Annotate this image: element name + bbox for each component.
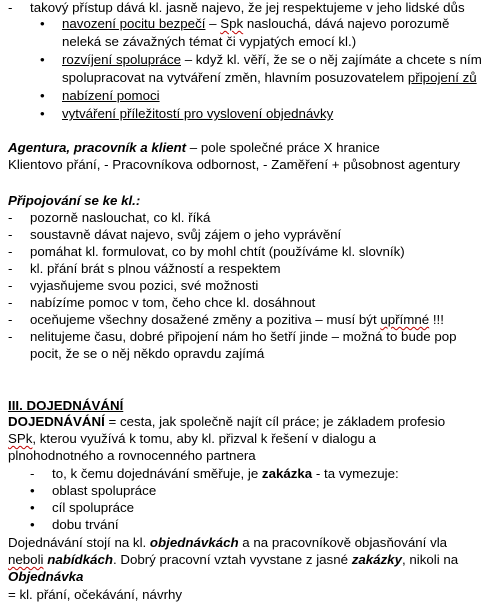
heading-text: Agentura, pracovník a klient	[8, 140, 187, 155]
dash-marker: -	[8, 227, 13, 242]
line-text: kl. přání brát s plnou vážností a respektem	[30, 261, 281, 276]
text-line: neleká se závažných témat či vypjatých emocí kl.)	[62, 34, 357, 49]
bullet-marker: •	[40, 16, 45, 31]
line-text: to, k čemu dojednávání směřuje, je	[52, 466, 262, 481]
line-text: – když kl. věří, že se o něj zajímáte a chcete s ním	[181, 52, 482, 67]
text-line	[8, 431, 376, 447]
text-line: pocit, že se o něj někdo opravdu zajímá	[30, 346, 265, 361]
line-text: nelitujeme času, dobré připojení nám ho šetří jinde – možná to bude pop	[30, 329, 457, 344]
dash-marker: -	[8, 329, 13, 344]
line-text: , nikoli na	[401, 552, 459, 567]
dash-marker: -	[8, 312, 13, 327]
bullet-item	[40, 88, 160, 104]
dash-item	[8, 244, 405, 260]
dash-marker: -	[30, 466, 35, 481]
bullet-item	[40, 52, 482, 68]
section-heading: Objednávka	[8, 569, 84, 584]
section-heading	[8, 140, 380, 156]
text-line	[8, 552, 458, 568]
bullet-marker: •	[40, 88, 45, 103]
underlined-term: vytváření příležitostí pro vyslovení objednávky	[62, 106, 334, 121]
spellcheck-word: upřímné	[380, 312, 430, 327]
section-heading: Připojování se ke kl.:	[8, 193, 141, 208]
bullet-marker: •	[30, 517, 35, 532]
line-text: - ta vymezuje:	[312, 466, 399, 481]
dash-item	[8, 227, 342, 243]
dash-item	[8, 312, 444, 328]
dash-marker: -	[8, 261, 13, 276]
text-line	[62, 70, 477, 86]
bullet-item	[40, 16, 450, 32]
line-text: nabízíme pomoc v tom, čeho chce kl. dosáhnout	[30, 295, 316, 310]
chapter-heading	[8, 398, 123, 414]
text-line: Klientovo přání, - Pracovníkova odbornost, - Zaměření + působnost agentury	[8, 157, 460, 172]
line-text: – pole společné práce X hranice	[186, 140, 380, 155]
line-text: = cesta, jak společně najít cíl práce; je základem profesio	[104, 414, 446, 429]
spellcheck-word: Spk	[220, 16, 244, 31]
underlined-term: nabízení pomoci	[62, 88, 160, 103]
bold-term: DOJEDNÁVÁNÍ	[8, 414, 105, 429]
spellcheck-word: neboli	[8, 552, 44, 567]
underlined-term: připojení zů	[407, 70, 477, 85]
bold-italic-term: nabídkách	[47, 552, 113, 567]
line-text: spolupracovat na vytváření změn, hlavním posuzovatelem	[62, 70, 408, 85]
line-text: . Dobrý pracovní vztah vyvstane z jasné	[112, 552, 352, 567]
text-line: = kl. přání, očekávání, návrhy	[8, 587, 183, 602]
dash-item	[30, 466, 399, 482]
underlined-term: navození pocitu bezpečí	[62, 16, 206, 31]
dash-marker: -	[8, 295, 13, 310]
bullet-item	[30, 517, 119, 533]
line-text: , kterou využívá k tomu, aby kl. přizval k řešení v dialogu a	[32, 431, 377, 446]
line-text: soustavně dávat najevo, svůj zájem o jeho vyprávění	[30, 227, 342, 242]
bold-italic-term: objednávkách	[149, 535, 239, 550]
dash-item	[8, 295, 316, 311]
line-text: takový přístup dává kl. jasně najevo, že jej respektujeme v jeho lidské důs	[30, 0, 465, 15]
line-text: pomáhat kl. formulovat, co by mohl chtít (používáme kl. slovník)	[30, 244, 405, 259]
underlined-term: rozvíjení spolupráce	[62, 52, 181, 67]
text-line: plnohodnotného a rovnocenného partnera	[8, 448, 256, 463]
line-text: pozorně naslouchat, co kl. říká	[30, 210, 211, 225]
dash-item	[8, 278, 259, 294]
line-text: !!!	[429, 312, 444, 327]
line-text: a na pracovníkově objasňování vla	[238, 535, 448, 550]
heading-text: III. DOJEDNÁVÁNÍ	[8, 398, 124, 413]
dash-marker: -	[8, 278, 13, 293]
bold-term: zakázka	[261, 466, 313, 481]
dash-marker: -	[8, 244, 13, 259]
dash-item	[8, 329, 457, 345]
line-text: cíl spolupráce	[52, 500, 135, 515]
line-text: oblast spolupráce	[52, 483, 157, 498]
bullet-item	[30, 483, 157, 499]
dash-marker: -	[8, 0, 13, 15]
bullet-marker: •	[40, 52, 45, 67]
line-text: naslouchá, dává najevo porozumě	[243, 16, 450, 31]
line-text: Dojednávání stojí na kl.	[8, 535, 150, 550]
line-text: –	[205, 16, 221, 31]
bullet-item	[40, 106, 334, 122]
text-line	[8, 0, 465, 16]
line-text: dobu trvání	[52, 517, 119, 532]
line-text: oceňujeme všechny dosažené změny a pozitiva – musí být	[30, 312, 381, 327]
bullet-marker: •	[40, 106, 45, 121]
bullet-item	[30, 500, 135, 516]
bullet-marker: •	[30, 483, 35, 498]
text-line	[8, 535, 447, 551]
dash-item	[8, 210, 211, 226]
bullet-marker: •	[30, 500, 35, 515]
spellcheck-word: SPk	[8, 431, 33, 446]
text-line	[8, 414, 445, 430]
dash-item	[8, 261, 281, 277]
line-text: vyjasňujeme svou pozici, své možnosti	[30, 278, 259, 293]
dash-marker: -	[8, 210, 13, 225]
bold-italic-term: zakázky	[351, 552, 402, 567]
